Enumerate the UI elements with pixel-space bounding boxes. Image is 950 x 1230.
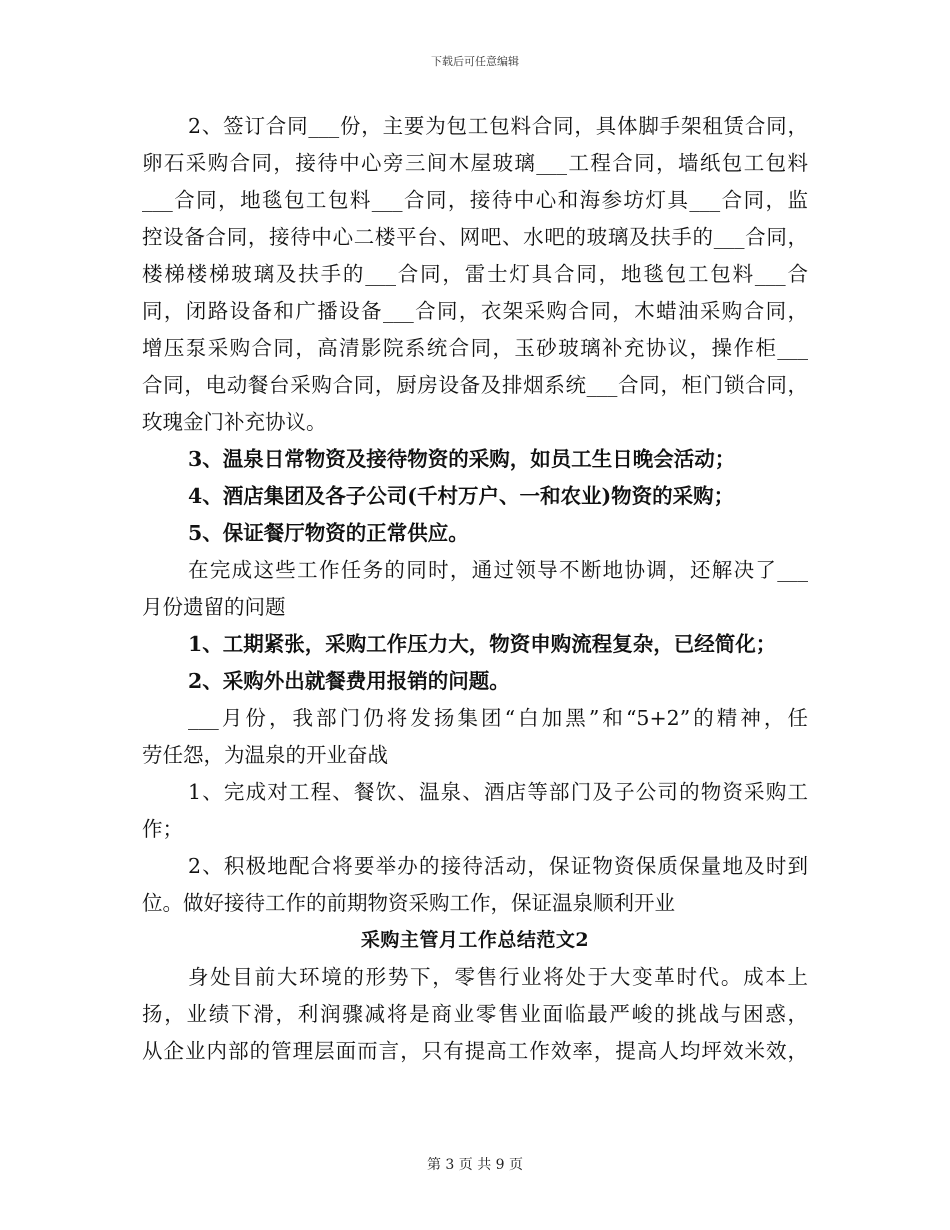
text-line: 从企业内部的管理层面而言，只有提高工作效率，提高人均坪效米效， xyxy=(142,1039,808,1063)
bold-list-item: 4、酒店集团及各子公司(千村万户、一和农业)物资的采购； xyxy=(188,484,735,508)
text-line: 位。做好接待工作的前期物资采购工作，保证温泉顺利开业 xyxy=(142,891,675,915)
text-line: 卵石采购合同，接待中心旁三间木屋玻璃___工程合同，墙纸包工包料 xyxy=(142,151,808,175)
paragraph-intro xyxy=(142,959,808,1070)
text-line: ___月份，我部门仍将发扬集团“白加黑”和“5+2”的精神，任 xyxy=(188,706,808,730)
text-line: 玫瑰金门补充协议。 xyxy=(142,410,327,434)
text-line: 在完成这些工作任务的同时，通过领导不断地协调，还解决了___ xyxy=(188,558,808,582)
text-line: ___合同，地毯包工包料___合同，接待中心和海参坊灯具___合同，监 xyxy=(142,188,808,212)
bold-list-item: 3、温泉日常物资及接待物资的采购，如员工生日晚会活动； xyxy=(188,447,736,471)
header-note: 下载后可任意编辑 xyxy=(431,55,519,68)
text-line: 增压泵采购合同，高清影院系统合同，玉砂玻璃补充协议，操作柜___ xyxy=(142,336,808,360)
paragraph-contracts xyxy=(142,108,808,441)
bold-item-list xyxy=(142,441,808,552)
section-title: 采购主管月工作总结范文2 xyxy=(360,929,590,951)
bold-list-item: 5、保证餐厅物资的正常供应。 xyxy=(188,521,469,545)
page-number-footer: 第 3 页 共 9 页 xyxy=(426,1157,524,1173)
text-line: 控设备合同，接待中心二楼平台、网吧、水吧的玻璃及扶手的___合同， xyxy=(142,225,808,249)
paragraph-resolved-issues xyxy=(142,552,808,626)
text-line: 作； xyxy=(142,817,183,841)
paragraph-plan-item-2 xyxy=(142,848,808,922)
text-line: 扬，业绩下滑，利润骤减将是商业零售业面临最严峻的挑战与困惑， xyxy=(142,1002,808,1026)
text-line: 1、完成对工程、餐饮、温泉、酒店等部门及子公司的物资采购工 xyxy=(188,780,808,804)
paragraph-next-month xyxy=(142,700,808,774)
bold-list-item: 2、采购外出就餐费用报销的问题。 xyxy=(188,669,510,693)
text-line: 身处目前大环境的形势下，零售行业将处于大变革时代。成本上 xyxy=(188,965,808,989)
text-line: 楼梯楼梯玻璃及扶手的___合同，雷士灯具合同，地毯包工包料___合 xyxy=(142,262,808,286)
paragraph-plan-item-1 xyxy=(142,774,808,848)
text-line: 2、签订合同___份，主要为包工包料合同，具体脚手架租赁合同， xyxy=(188,114,808,138)
text-line: 2、积极地配合将要举办的接待活动，保证物资保质保量地及时到 xyxy=(188,854,808,878)
bold-list-item: 1、工期紧张，采购工作压力大，物资申购流程复杂，已经简化； xyxy=(188,632,777,656)
text-line: 合同，电动餐台采购合同，厨房设备及排烟系统___合同，柜门锁合同， xyxy=(142,373,808,397)
text-line: 同，闭路设备和广播设备___合同，衣架采购合同，木蜡油采购合同， xyxy=(142,299,808,323)
text-line: 月份遗留的问题 xyxy=(142,595,286,619)
text-line: 劳任怨，为温泉的开业奋战 xyxy=(142,743,388,767)
document-body xyxy=(142,108,808,1070)
bold-item-list xyxy=(142,626,808,700)
